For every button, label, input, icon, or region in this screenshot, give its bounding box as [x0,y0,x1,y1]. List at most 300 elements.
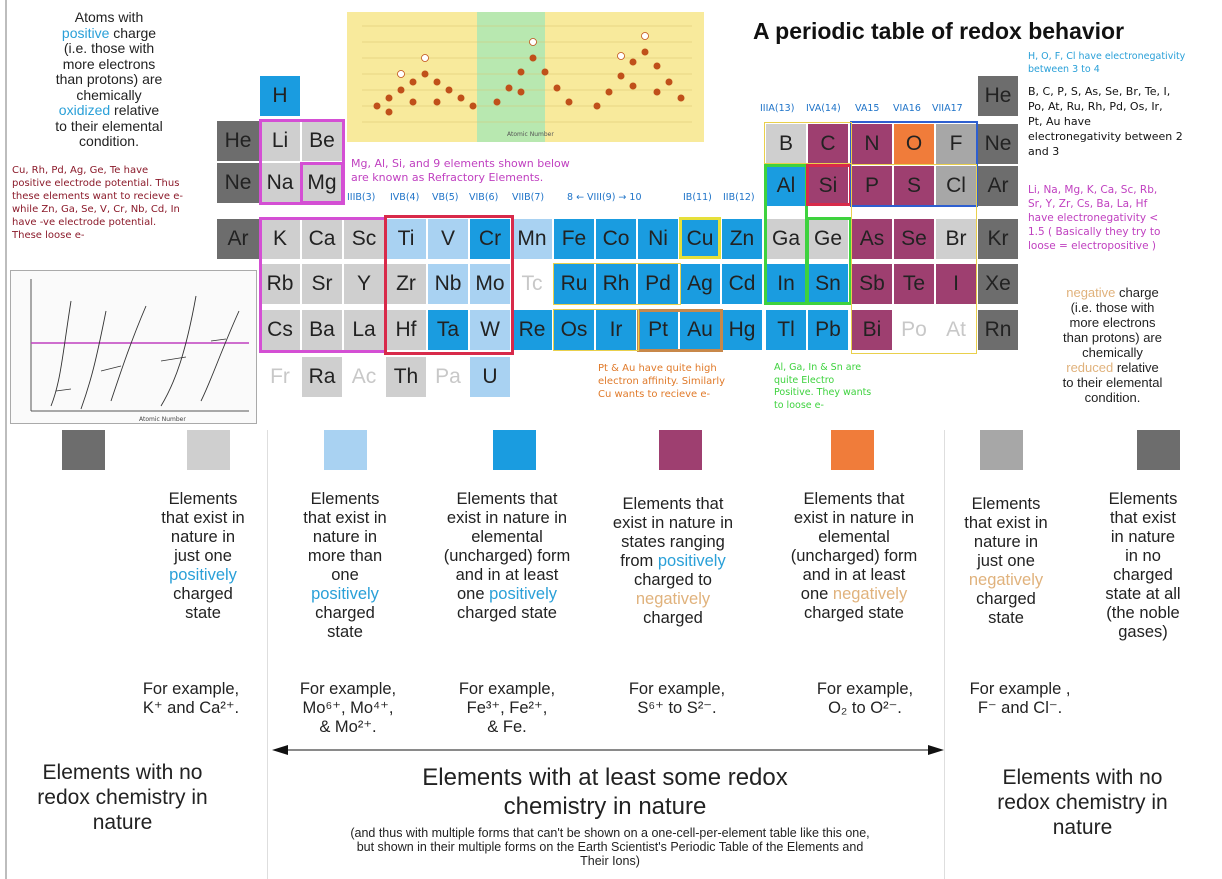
legend-line [772,585,936,604]
legend-text: charged [173,585,233,603]
legend-line [428,528,586,547]
element-Ca: Ca [302,219,342,259]
line: have -ve electrode potential. [12,217,157,228]
legend-line [1088,604,1198,623]
line: while Zn, Ga, Se, V, Cr, Nb, Cd, In [12,204,180,215]
element-Tl: Tl [766,310,806,350]
legend-text: and in at least [802,566,906,584]
element-Ga: Ga [766,219,806,259]
legend-line [598,609,748,628]
legend-line [598,533,748,552]
group-header-8-10: 8 ← VIII(9) → 10 [567,192,642,203]
legend-text: just one [977,552,1035,570]
element-Al: Al [766,166,806,206]
legend-line [126,699,256,718]
legend-text: Elements that [622,495,724,513]
legend-desc [280,490,410,642]
legend-text: & Mo²⁺. [319,718,377,736]
element-Hg: Hg [722,310,762,350]
group-header-11: IB(11) [683,192,712,203]
legend-swatch-bright-blue [493,430,536,470]
line [1020,285,1205,300]
element-Ru: Ru [554,264,594,304]
group-header-12: IIB(12) [723,192,755,203]
element-Os: Os [554,310,594,350]
positively-word: positively [489,585,557,603]
element-Zn: Zn [722,219,762,259]
charge-word: charge [109,24,157,41]
legend-line [280,509,410,528]
element-Ag: Ag [680,264,720,304]
relative-word: relative [110,102,160,118]
element-Se: Se [894,219,934,259]
element-Fe: Fe [554,219,594,259]
element-Pd: Pd [638,264,678,304]
legend-line [280,528,410,547]
legend-line [442,699,572,718]
legend-text: state at all [1105,585,1181,603]
element-Mo: Mo [470,264,510,304]
legend-line [283,680,413,699]
legend-text: charged state [804,604,904,622]
element-Ne-left: Ne [217,163,259,203]
legend-line [1088,566,1198,585]
legend-example [612,680,742,718]
legend-text: in nature [1110,528,1176,546]
group-header-7: VIIB(7) [512,192,545,203]
legend-line [428,604,586,623]
legend-line [138,566,268,585]
line: Mg, Al, Si, and 9 elements shown below [351,157,570,170]
legend-line [960,680,1080,699]
reduced-explanation [1020,285,1205,405]
line: electron affinity. Similarly [598,376,726,387]
oxidized-word: oxidized [58,102,111,118]
legend-text: Elements [310,490,380,508]
legend-swatch-light-blue [324,430,367,470]
line [14,26,204,42]
legend-line [598,571,748,590]
element-O: O [894,124,934,164]
legend-example [442,680,572,737]
refractory-frame [384,215,514,355]
legend-desc [598,495,748,628]
legend-line [138,547,268,566]
legend-example [283,680,413,737]
legend-line [280,604,410,623]
element-I: I [936,264,976,304]
element-Si: Si [808,166,848,206]
element-Re: Re [512,310,552,350]
legend-text: (uncharged) form [790,547,918,565]
group3-highlight-frame [259,217,387,353]
element-La: La [344,310,384,350]
element-As: As [852,219,892,259]
legend-text: For example, [628,680,726,698]
legend-text: Elements that [803,490,905,508]
element-Rn: Rn [978,310,1018,350]
line: These loose e- [12,230,85,241]
legend-text: one [331,566,359,584]
element-Ni: Ni [638,219,678,259]
pt-au-affinity-note [598,362,773,401]
line: between 3 to 4 [1028,63,1100,75]
line: Cu, Rh, Pd, Ag, Ge, Te have [12,165,149,176]
line: Li, Na, Mg, K, Ca, Sc, Rb, [1028,184,1158,196]
graph-xlabel: Atomic Number [139,416,186,423]
line: Pt & Au have quite high [598,363,717,374]
legend-line [800,680,930,699]
legend-swatch-mid-gray [980,430,1023,470]
element-Fr: Fr [260,357,300,397]
line: electronegativity between 2 [1028,130,1183,143]
element-Cs: Cs [260,310,300,350]
element-S: S [894,166,934,206]
legend-text: elemental [818,528,890,546]
element-He-left: He [217,121,259,161]
legend-line [772,604,936,623]
legend-text: charged state [457,604,557,622]
redox-range-arrow [270,742,946,758]
legend-text: charged [976,590,1036,608]
legend-text: Elements [168,490,238,508]
element-Ra: Ra [302,357,342,397]
legend-text: S⁶⁺ to S²⁻. [637,699,717,717]
line: Po, At, Ru, Rh, Pd, Os, Ir, [1028,100,1163,113]
legend-text: Mo⁶⁺, Mo⁴⁺, [302,699,394,717]
right-section-divider [944,430,945,879]
element-Au: Au [680,310,720,350]
element-Li: Li [260,121,300,161]
os-ir-frame [553,309,639,351]
legend-line [428,509,586,528]
line: loose = electropositive ) [1028,240,1157,252]
element-Bi: Bi [852,310,892,350]
line: H, O, F, Cl have electronegativity [1028,51,1186,62]
line: than protons) are [1062,330,1162,345]
legend-text: nature in [312,528,378,546]
legend-line [772,566,936,585]
legend-desc [138,490,268,623]
line: Cu wants to recieve e- [598,389,711,400]
element-Pb: Pb [808,310,848,350]
element-Hf: Hf [386,310,426,350]
legend-line [950,514,1062,533]
element-Ar-left: Ar [217,219,259,259]
element-Rb: Rb [260,264,300,304]
legend-line [442,718,572,737]
element-B: B [766,124,806,164]
line: positive electrode potential. Thus [12,178,180,189]
legend-line [772,528,936,547]
line: Sr, Y, Zr, Cs, Ba, La, Hf [1028,198,1148,210]
element-Ne: Ne [978,124,1018,164]
line [14,103,204,119]
group-header-6: VIB(6) [469,192,499,203]
element-V: V [428,219,468,259]
element-Cd: Cd [722,264,762,304]
element-W: W [470,310,510,350]
legend-line [283,699,413,718]
negatively-word: negatively [832,585,908,603]
legend-line [1088,623,1198,642]
line: chemically [76,86,142,103]
legend-desc [428,490,586,623]
element-Ar: Ar [978,166,1018,206]
legend-line [772,509,936,528]
element-Mg: Mg [302,163,342,203]
legend-text: in no [1125,547,1161,565]
legend-text: For example, [142,680,240,698]
element-Br: Br [936,219,976,259]
legend-text: charged [1113,566,1173,584]
element-Rh: Rh [596,264,636,304]
cu-frame [679,217,721,259]
legend-line [1088,528,1198,547]
mg-highlight-frame [300,162,344,204]
element-Te: Te [894,264,934,304]
legend-text: For example, [816,680,914,698]
element-Cr: Cr [470,219,510,259]
graph-drawing [347,12,704,142]
redox-chemistry-sublabel: (and thus with multiple forms that can't be shown on a one-cell-per-element table like this one, but shown in their multiple forms on the Earth Scientist's Periodic Table of the Elements and Their Ions) [350,826,870,868]
legend-line [1088,585,1198,604]
element-Ti: Ti [386,219,426,259]
b-c-frame [764,122,852,164]
legend-line [950,533,1062,552]
element-U: U [470,357,510,397]
legend-text: For example, [458,680,556,698]
electronegativity-note-3 [1028,183,1218,253]
legend-line [772,490,936,509]
element-Nb: Nb [428,264,468,304]
legend-text: state [185,604,221,622]
element-Sn: Sn [808,264,848,304]
legend-swatch-dark-gray-right [1137,430,1180,470]
oxidized-explanation [14,10,204,150]
line [1020,360,1205,375]
element-Po: Po [894,310,934,350]
element-Cl: Cl [936,166,976,206]
legend-swatch-light-gray [187,430,230,470]
legend-desc [772,490,936,623]
legend-text: that exist in [161,509,245,527]
element-F: F [936,124,976,164]
legend-text: & Fe. [487,718,527,736]
element-Pt: Pt [638,310,678,350]
legend-text: exist in nature in [793,509,915,527]
legend-text: charged [315,604,375,622]
legend-swatch-dark-gray [62,430,105,470]
element-Be: Be [302,121,342,161]
legend-line [428,547,586,566]
legend-line [1088,547,1198,566]
negatively-word: negatively [968,571,1044,589]
legend-line [442,680,572,699]
legend-line [138,509,268,528]
element-C: C [808,124,848,164]
element-Ir: Ir [596,310,636,350]
legend-text: that exist in [964,514,1048,532]
legend-line [598,514,748,533]
left-border-line [5,0,7,879]
line: (i.e. those with [63,40,155,56]
legend-line [1088,509,1198,528]
line: Pt, Au have [1028,115,1091,128]
group-header-15: VA15 [855,103,880,114]
charge-word: charge [1115,285,1159,300]
legend-desc [950,495,1062,628]
legend-line [950,571,1062,590]
line: Al, Ga, In & Sn are [774,362,862,373]
line: have electronegativity < [1028,212,1159,224]
legend-desc [1088,490,1198,642]
legend-line [800,699,930,718]
element-Sc: Sc [344,219,384,259]
legend-text: state [988,609,1024,627]
electrode-potential-graph [10,270,257,424]
group-header-17: VIIA17 [932,103,963,114]
legend-text: K⁺ and Ca²⁺. [142,699,240,717]
element-Ba: Ba [302,310,342,350]
element-Ta: Ta [428,310,468,350]
line: more electrons [1069,315,1156,330]
group-header-13: IIIA(13) [760,103,795,114]
al-ga-in-sn-frame [764,164,808,305]
legend-text: charged [643,609,703,627]
negatively-word: negatively [635,590,711,608]
legend-text: exist in nature in [612,514,734,532]
ge-sn-frame [806,217,852,305]
negative-word: negative [1066,285,1116,300]
element-Sb: Sb [852,264,892,304]
legend-text: one [457,585,490,603]
line: Positive. They wants [774,387,872,398]
no-redox-label-right: Elements with no redox chemistry in nature [997,766,1168,839]
legend-swatch-orange [831,430,874,470]
si-frame [806,164,852,206]
legend-line [280,566,410,585]
legend-line [598,552,748,571]
legend-line [280,585,410,604]
line: B, C, P, S, As, Se, Br, Te, I, [1028,85,1171,98]
legend-line [283,718,413,737]
group-header-14: IVA(14) [806,103,841,114]
line: 1.5 ( Basically they try to [1028,226,1161,238]
element-Cu: Cu [680,219,720,259]
element-K: K [260,219,300,259]
legend-text: elemental [471,528,543,546]
legend-line [428,566,586,585]
element-Ge: Ge [808,219,848,259]
element-N: N [852,124,892,164]
element-Y: Y [344,264,384,304]
line: to loose e- [774,399,824,411]
legend-example [960,680,1080,718]
legend-line [138,490,268,509]
legend-example [126,680,256,718]
group-header-4: IVB(4) [390,192,420,203]
legend-line [772,547,936,566]
legend-line [138,604,268,623]
ru-rh-pd-frame [553,263,681,305]
legend-example [800,680,930,718]
legend-text: nature in [170,528,236,546]
legend-text: Elements [1108,490,1178,508]
line: these elements want to recieve e- [12,191,184,202]
legend-text: Fe³⁺, Fe²⁺, [466,699,548,717]
line: condition. [79,133,139,149]
line: and 3 [1028,145,1060,158]
legend-text: For example, [299,680,397,698]
legend-text: from [620,552,658,570]
element-Co: Co [596,219,636,259]
legend-text: states ranging [621,533,725,551]
element-Xe: Xe [978,264,1018,304]
legend-line [126,680,256,699]
legend-line [598,495,748,514]
legend-line [280,547,410,566]
legend-line [138,528,268,547]
legend-text: just one [174,547,232,565]
legend-text: charged to [634,571,712,589]
line: (i.e. those with [1070,300,1155,315]
line: condition. [1084,390,1141,405]
line: quite Electro [774,374,835,386]
legend-line [950,552,1062,571]
positively-word: positively [311,585,379,603]
electronegativity-note-2 [1028,84,1218,159]
legend-text: and in at least [455,566,559,584]
legend-text: O₂ to O²⁻. [828,699,902,717]
legend-text: state [327,623,363,641]
legend-line [612,680,742,699]
refractory-note [351,157,570,185]
legend-line [950,609,1062,628]
group-header-5: VB(5) [432,192,459,203]
no-redox-label-left: Elements with no redox chemistry in nature [37,761,208,834]
reduced-word: reduced [1066,360,1114,375]
electronegativity-note-1 [1028,51,1218,76]
element-Pa: Pa [428,357,468,397]
legend-text: (uncharged) form [443,547,571,565]
legend-text: exist in nature in [446,509,568,527]
element-H: H [260,76,300,116]
redox-chemistry-label: Elements with at least some redox chemistry in nature [422,764,788,820]
positive-word: positive [61,24,110,41]
legend-text: For example , [969,680,1071,698]
legend-line [1088,490,1198,509]
line: are known as Refractory Elements. [351,171,544,184]
line: to their elemental [55,117,163,134]
group-header-16: VIA16 [893,103,921,114]
legend-text: (the noble [1106,604,1180,622]
line: than protons) are [55,71,163,87]
element-Kr: Kr [978,219,1018,259]
legend-line [428,585,586,604]
element-Na: Na [260,163,300,203]
legend-line [598,590,748,609]
element-In: In [766,264,806,304]
line: chemically [1082,345,1143,360]
relative-word: relative [1113,360,1159,375]
legend-line [950,590,1062,609]
pt-au-frame [637,309,723,352]
element-Ac: Ac [344,357,384,397]
legend-swatch-purple [659,430,702,470]
legend-line [280,623,410,642]
element-Sr: Sr [302,264,342,304]
